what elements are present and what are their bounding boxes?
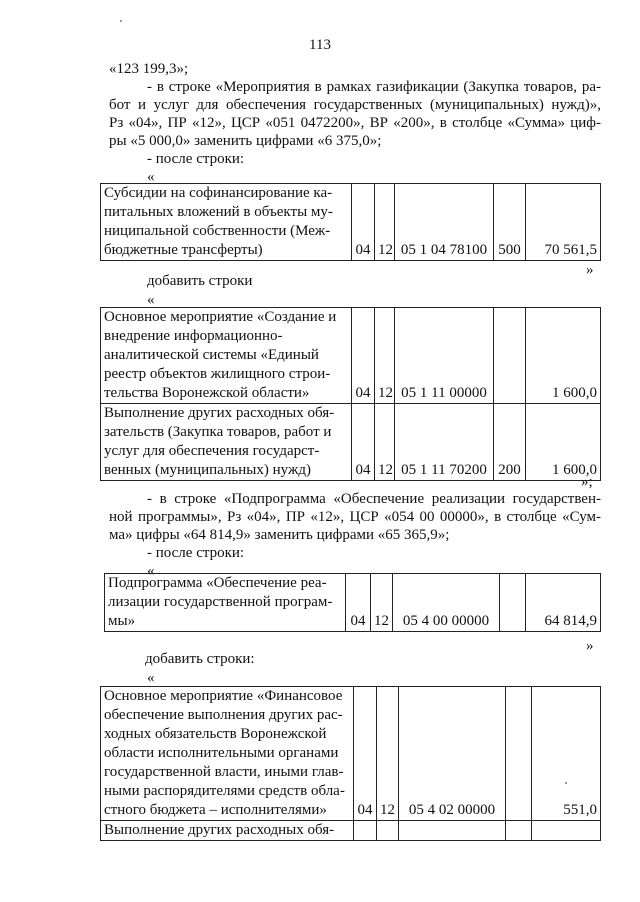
row-description: Основное мероприятие «Финансовое обеспечение выполнения других рас- ходных обязательств Воронежской области исполнительными органами государственной власти, иными глав- ными распорядителями средств обла- стного бюджета – исполнителями»	[101, 687, 354, 821]
row-description: Субсидии на софинансирование ка- питальных вложений в объекты му- ниципальной собственности (Меж- бюджетные трансферты)	[101, 184, 352, 261]
text-line: ма» цифры «64 814,9» заменить цифрами «65 365,9»;	[109, 527, 450, 543]
cell-rz	[354, 821, 377, 841]
budget-table-3	[104, 573, 601, 632]
paragraph-1	[109, 60, 601, 186]
cell-sum: 64 814,9	[526, 574, 601, 632]
budget-table-1	[100, 183, 601, 261]
page-number: 113	[309, 37, 331, 53]
cell-rz: 04	[354, 687, 377, 821]
cell-pr: 12	[375, 404, 395, 481]
text-line: ной программы», Рз «04», ПР «12», ЦСР «054 00 00000», в столбце «Сум-	[109, 509, 601, 525]
row-description: Выполнение других расходных обя- зательств (Закупка товаров, работ и услуг для обеспечения государст- венных (муниципальных) нужд)	[101, 404, 352, 481]
row-description: Выполнение других расходных обя-	[101, 821, 354, 841]
cell-pr: 12	[375, 308, 395, 404]
open-quote: «	[147, 169, 155, 185]
cell-csr: 05 4 02 00000	[399, 687, 506, 821]
text-line: бот и услуг для обеспечения государственных (муниципальных) нужд)»,	[109, 97, 601, 113]
cell-rz: 04	[352, 184, 375, 261]
paragraph-2	[109, 490, 601, 580]
cell-pr: 12	[375, 184, 395, 261]
cell-sum: 1 600,0	[526, 404, 601, 481]
text-line: - в строке «Мероприятия в рамках газификации (Закупка товаров, ра-	[147, 79, 601, 95]
cell-vr	[494, 308, 526, 404]
cell-csr: 05 1 04 78100	[395, 184, 494, 261]
add-rows-label: добавить строки	[147, 273, 253, 289]
budget-table-2	[100, 307, 601, 481]
row-description: Основное мероприятие «Создание и внедрение информационно- аналитической системы «Единый реестр объектов жилищного строи- тельства Воронежской области»	[101, 308, 352, 404]
cell-vr: 200	[494, 404, 526, 481]
add-rows-label: добавить строки:	[145, 651, 255, 667]
cell-vr	[506, 687, 532, 821]
cell-rz: 04	[346, 574, 371, 632]
cell-sum: 70 561,5	[526, 184, 601, 261]
open-quote: «	[147, 563, 155, 579]
close-quote: »;	[581, 474, 593, 490]
cell-csr: 05 1 11 70200	[395, 404, 494, 481]
open-quote: «	[147, 670, 155, 686]
budget-table-4	[100, 686, 601, 841]
table-row	[101, 821, 601, 841]
row-description: Подпрограмма «Обеспечение реа- лизации государственной програм- мы»	[105, 574, 346, 632]
open-quote: «	[147, 292, 155, 308]
cell-pr	[377, 821, 399, 841]
cell-pr: 12	[377, 687, 399, 821]
cell-vr: 500	[494, 184, 526, 261]
table-row	[101, 404, 601, 481]
cell-vr	[506, 821, 532, 841]
text-line: - после строки:	[147, 151, 245, 167]
cell-sum	[532, 821, 601, 841]
table-row	[101, 687, 601, 821]
text-line: «123 199,3»;	[109, 61, 189, 77]
cell-csr: 05 4 00 00000	[393, 574, 500, 632]
close-quote: »	[586, 262, 594, 278]
cell-sum: 1 600,0	[526, 308, 601, 404]
scan-speck	[120, 20, 122, 22]
cell-csr	[399, 821, 506, 841]
scan-speck	[565, 782, 567, 784]
text-line: - в строке «Подпрограмма «Обеспечение реализации государствен-	[147, 491, 601, 507]
text-line: - после строки:	[147, 545, 245, 561]
text-line: ры «5 000,0» заменить цифрами «6 375,0»;	[109, 133, 382, 149]
table-row	[101, 184, 601, 261]
table-row	[105, 574, 601, 632]
cell-vr	[500, 574, 526, 632]
cell-sum: 551,0	[532, 687, 601, 821]
close-quote: »	[586, 638, 594, 654]
cell-pr: 12	[371, 574, 393, 632]
cell-rz: 04	[352, 308, 375, 404]
cell-csr: 05 1 11 00000	[395, 308, 494, 404]
text-line: Рз «04», ПР «12», ЦСР «051 0472200», ВР «200», в столбце «Сумма» циф-	[109, 115, 601, 131]
table-row	[101, 308, 601, 404]
cell-rz: 04	[352, 404, 375, 481]
